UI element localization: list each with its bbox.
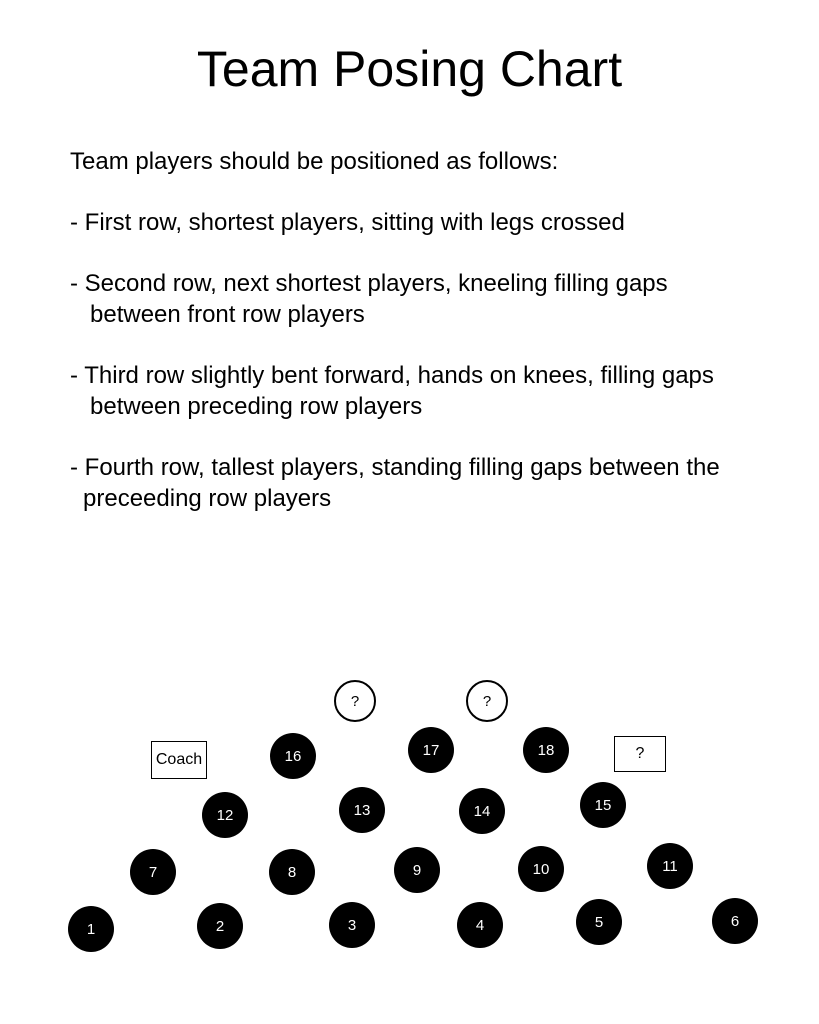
player-17: 17 <box>408 727 454 773</box>
rule-line-continued: between preceding row players <box>90 393 423 420</box>
player-14: 14 <box>459 788 505 834</box>
rule-third-row <box>70 360 790 422</box>
player-7: 7 <box>130 849 176 895</box>
player-11: 11 <box>647 843 693 889</box>
player-5: 5 <box>576 899 622 945</box>
rule-second-row <box>70 268 790 330</box>
player-13: 13 <box>339 787 385 833</box>
rule-first-row <box>70 207 790 238</box>
rule-line: - Fourth row, tallest players, standing filling gaps between the <box>70 454 720 481</box>
player-6: 6 <box>712 898 758 944</box>
coach-box: Coach <box>151 741 207 779</box>
player-10: 10 <box>518 846 564 892</box>
player-2: 2 <box>197 903 243 949</box>
intro-text: Team players should be positioned as follows: <box>70 148 559 175</box>
rule-line: - Third row slightly bent forward, hands on knees, filling gaps <box>70 362 714 389</box>
rule-line: - First row, shortest players, sitting with legs crossed <box>70 209 625 236</box>
player-15: 15 <box>580 782 626 828</box>
player-1: 1 <box>68 906 114 952</box>
player-18: 18 <box>523 727 569 773</box>
player-8: 8 <box>269 849 315 895</box>
open-spot-right: ? <box>466 680 508 722</box>
rule-line: - Second row, next shortest players, kneeling filling gaps <box>70 270 668 297</box>
page-title: Team Posing Chart <box>196 41 623 97</box>
rule-fourth-row <box>70 452 790 514</box>
player-4: 4 <box>457 902 503 948</box>
posing-diagram <box>0 660 819 980</box>
open-spot-left: ? <box>334 680 376 722</box>
player-16: 16 <box>270 733 316 779</box>
rule-line-continued: preceeding row players <box>83 485 332 512</box>
player-3: 3 <box>329 902 375 948</box>
player-9: 9 <box>394 847 440 893</box>
rule-line-continued: between front row players <box>90 301 365 328</box>
player-12: 12 <box>202 792 248 838</box>
instructions <box>70 146 790 544</box>
unknown-box: ? <box>614 736 666 772</box>
